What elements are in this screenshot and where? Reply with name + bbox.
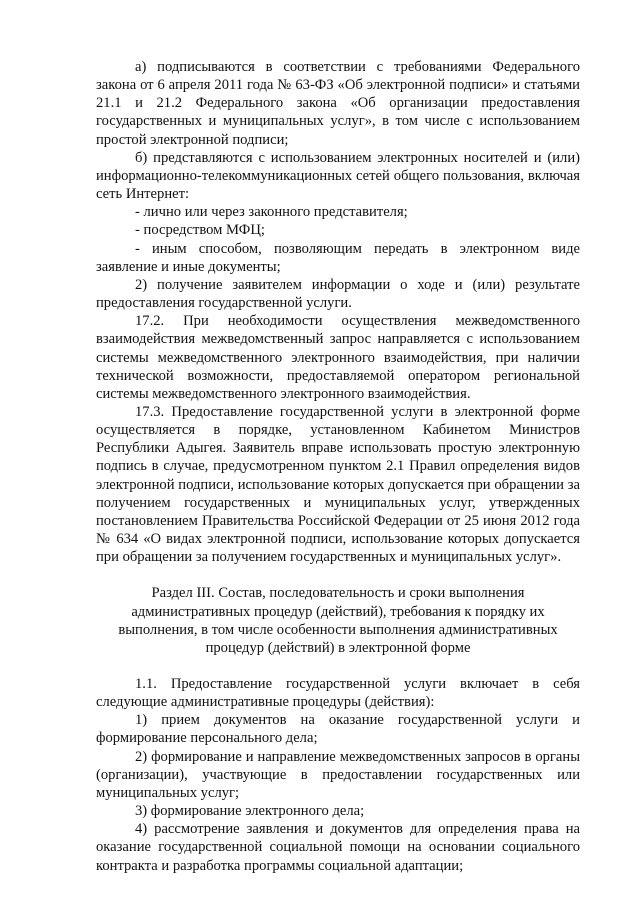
section-heading-line: выполнения, в том числе особенности выполнения административных <box>118 621 558 638</box>
paragraph-b-submission: б) представляются с использованием электронных носителей и (или) информационно-телекоммуникационных сетей общего пользования, включая сеть Интернет: <box>96 149 580 203</box>
list-item-in-person: - лично или через законного представителя; <box>135 204 408 221</box>
paragraph-17-3: 17.3. Предоставление государственной услуги в электронной форме осуществляется в порядке, установленном Кабинетом Министров Республики Адыгея. Заявитель вправе использовать простую электронную подпись в случае, предусмотренном пунктом 2.1 Правил определения видов электронной подписи, использование которых допускается при обращении за получением государственных и муниципальных услуг, утвержденных постановлением Правительства Российской Федерации от 25 июня 2012 года № 634 «О видах электронной подписи, использование которых допускается при обращении за получением государственных и муниципальных услуг». <box>96 403 580 566</box>
list-item-other-way: - иным способом, позволяющим передать в электронном виде заявление и иные документы; <box>96 240 580 275</box>
list-item-1-reception: 1) прием документов на оказание государственной услуги и формирование персонального дела; <box>96 712 580 747</box>
list-item-4-review: 4) рассмотрение заявления и документов для определения права на оказание государственной социальной помощи на основании социального контракта и разработка программы социальной адаптации; <box>96 821 580 874</box>
paragraph-2-status-info: 2) получение заявителем информации о ходе и (или) результате предоставления государственной услуги. <box>96 276 580 312</box>
paragraph-a-signing: а) подписываются в соответствии с требованиями Федерального закона от 6 апреля 2011 года № 63-ФЗ «Об электронной подписи» и статьями 21.1 и 21.2 Федерального закона «Об организации предоставления государственных и муниципальных услуг», в том числе с использованием простой электронной подписи; <box>96 59 580 148</box>
paragraph-1-1: 1.1. Предоставление государственной услуги включает в себя следующие административные процедуры (действия): <box>96 676 580 711</box>
list-item-3-e-file: 3) формирование электронного дела; <box>135 803 365 820</box>
document-page <box>96 58 580 875</box>
list-item-2-interagency: 2) формирование и направление межведомственных запросов в органы (организации), участвующие в предоставлении государственных или муниципальных услуг; <box>96 748 580 801</box>
paragraph-17-2: 17.2. При необходимости осуществления межведомственного взаимодействия межведомственный запрос направляется с использованием системы межведомственного электронного взаимодействия, при наличии технической возможности, предоставляемой оператором региональной системы межведомственного электронного взаимодействия. <box>96 313 580 402</box>
section-heading-line: процедур (действий) в электронной форме <box>205 639 471 656</box>
section-heading-line: Раздел III. Состав, последовательность и сроки выполнения <box>151 585 525 602</box>
section-heading <box>96 584 580 657</box>
section-heading-line: административных процедур (действий), требования к порядку их <box>131 603 545 620</box>
list-item-mfc: - посредством МФЦ; <box>135 222 265 239</box>
